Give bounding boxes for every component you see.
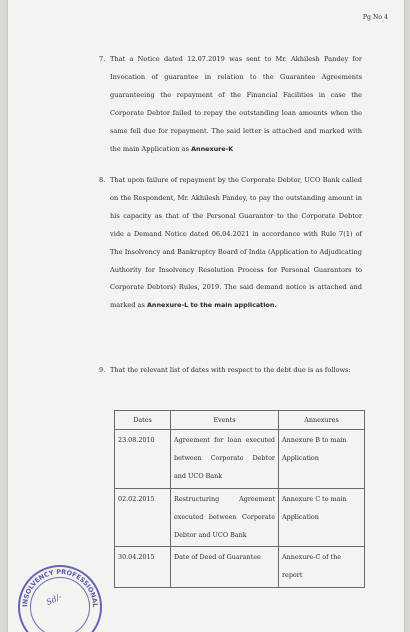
svg-text:INSOLVENCY PROFESSIONAL: INSOLVENCY PROFESSIONAL (20, 567, 100, 608)
paragraph-7-text: That a Notice dated 12.07.2019 was sent to Mr. Akhilesh Pandey for Invocation of guarantee in relation to the Guarantee Agreements guaranteeing the repayment of the Financial Facilities in case the Corporate Debtor failed to repay the outstanding loan amounts when the same fell due for repayment. The said letter is attached and marked with the main Application as (110, 55, 362, 153)
paragraph-7-number: 7. (99, 55, 106, 63)
cell-event: Date of Deed of Guarantee (171, 547, 279, 588)
cell-date: 30.04.2015 (115, 547, 171, 588)
table-row (115, 547, 365, 588)
table-row (115, 488, 365, 547)
paragraph-8-text: That upon failure of repayment by the Corporate Debtor, UCO Bank called on the Respondent, Mr. Akhilesh Pandey, to pay the outstanding amount in his capacity as that of the Personal Guarantor to the Corporate Debtor vide a Demand Notice dated 06.04.2021 in accordance with Rule 7(1) of The Insolvency and Bankruptcy Board of India (Application to Adjudicating Authority for Insolvency Resolution Process for Personal Guarantors to Corporate Debtors) Rules, 2019. The said demand notice is attached and marked as (110, 176, 362, 310)
table-row (115, 430, 365, 489)
cell-annexure: Annexure C to main Application (279, 488, 365, 547)
paragraph-8-number: 8. (99, 176, 106, 184)
paragraph-7 (99, 51, 362, 158)
paragraph-8 (99, 172, 362, 315)
paragraph-9 (99, 362, 362, 380)
header-dates: Dates (115, 411, 171, 430)
paragraph-9-text: That the relevant list of dates with respect to the debt due is as follows: (110, 366, 351, 374)
header-annexures: Annexures (279, 411, 365, 430)
cell-event: Restructuring Agreement executed between Corporate Debtor and UCO Bank (171, 488, 279, 547)
paragraph-8-annexure: Annexure-L to the main application. (146, 301, 277, 310)
professional-seal-stamp (18, 565, 102, 632)
paragraph-7-annexure: Annexure-K (191, 144, 234, 153)
dates-table (114, 410, 365, 588)
page-number: Pg No 4 (362, 14, 388, 21)
cell-date: 23.08.2010 (115, 430, 171, 489)
signature: Sd/- (44, 592, 64, 607)
document-page (8, 0, 404, 632)
cell-annexure: Annexure-C of the report (279, 547, 365, 588)
cell-event: Agreement for loan executed between Corporate Debtor and UCO Bank (171, 430, 279, 489)
header-events: Events (171, 411, 279, 430)
seal-inner-ring (30, 577, 90, 632)
cell-annexure: Annexure B to main Application (279, 430, 365, 489)
paragraph-9-number: 9. (99, 366, 106, 374)
cell-date: 02.02.2015 (115, 488, 171, 547)
table-header-row (115, 411, 365, 430)
